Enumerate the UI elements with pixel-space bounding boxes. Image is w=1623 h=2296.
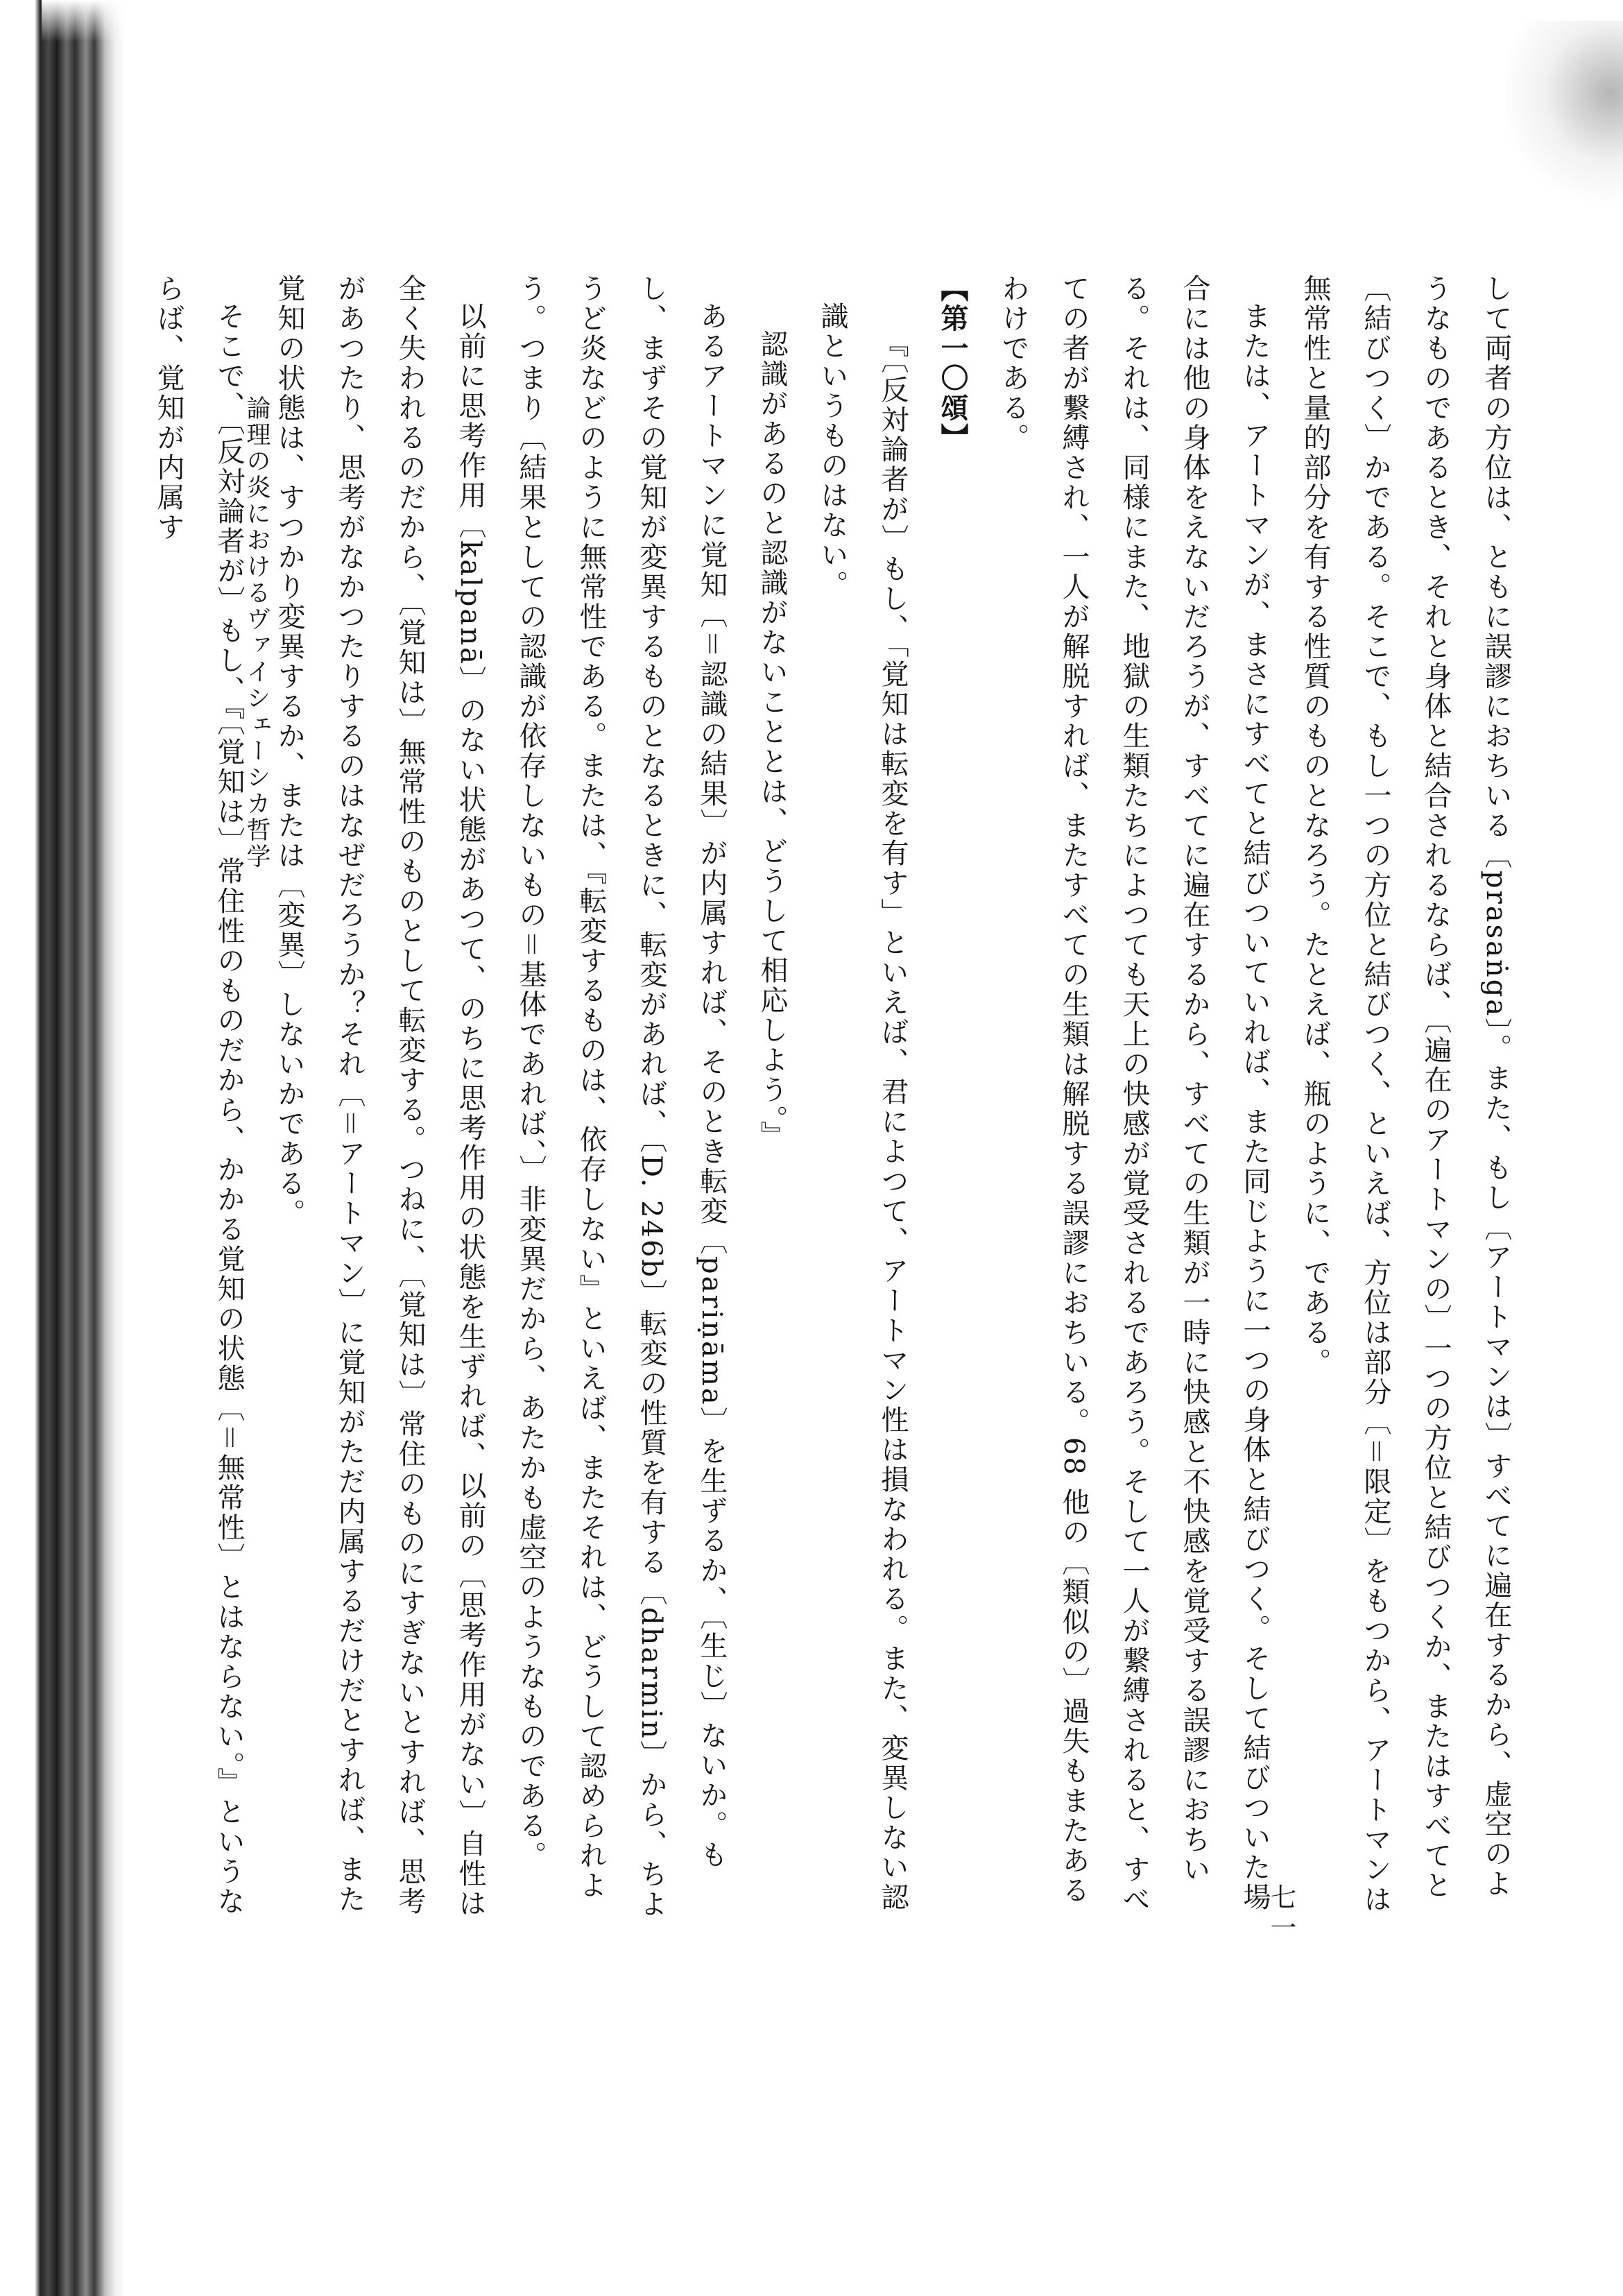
running-title: 論理の炎におけるヴァイシェーシカ哲学 — [243, 395, 270, 870]
binding-shadow — [0, 0, 125, 2296]
page-body — [153, 274, 1526, 1925]
paragraph-4: 以前に思考作用〔kalpanā〕のない状態があつて、のちに思考作用の状態を生ずれば、以前の〔思考作用がない〕自性は全く失われるのだから、〔覚知は〕無常性のものとして転変する。つねに、〔覚知は〕常住のものにすぎないとすれば、思考があつたり、思考がなかつたりするのはなぜだろうか？それ〔＝アートマン〕に覚知がただ内属するだけだとすれば、また覚知の状態は、すつかり変異するか、または〔変異〕しないかである。 — [273, 274, 486, 1919]
paragraph-1: して両者の方位は、ともに誤謬におちいる〔prasaṅga〕。また、もし〔アートマンは〕すべてに遍在するから、虚空のようなものであるとき、それと身体と結合されるならば、〔遍在のアートマンの〕一つの方位と結びつくか、またはすべてと〔結びつく〕かである。そこで、もし一つの方位と結びつく、といえば、方位は部分〔＝限定〕をもつから、アートマンは無常性と量的部分を有する性質のものとなろう。たとえば、瓶のように、である。 — [1299, 274, 1512, 1914]
scan-corner-shadow — [1505, 21, 1623, 201]
page-number: 七一 — [1266, 1883, 1296, 1944]
verse-heading: 【第一〇頌】 — [936, 274, 969, 453]
paragraph-2: または、アートマンが、まさにすべてと結びついていれば、また同じように一つの身体と結びつく。そして結びついた場合には他の身体をえないだろうが、すべてに遍在するから、すべての生類が一時に快感と不快感を覚受する誤謬におちいる。それは、同様にまた、地獄の生類たちによつても天上の快感が覚受されるであろう。そして一人が繋縛されると、すべての者が繋縛され、一人が解脱すれば、またすべての生類は解脱する誤謬におちいる。68 他の〔類似の〕過失もまたあるわけである。 — [997, 274, 1271, 1914]
binding-shadow-top — [42, 0, 125, 42]
paragraph-3: あるアートマンに覚知〔＝認識の結果〕が内属すれば、そのとき転変〔pariṇāma〕を生ずるか、〔生じ〕ないか。もし、まずその覚知が変異するものとなるときに、転変があれば、〔D. 246b〕転変の性質を有する〔dharmin〕から、ちようど炎などのように無常性である。または、『転変するものは、依存しない』といえば、またそれは、どうして認められよう。つまり〔結果としての認識が依存しないもの＝基体であれば、〕非変異だから、あたかも虚空のようなものである。 — [515, 274, 728, 1919]
paragraph-5: そこで、〔反対論者が〕もし、『〔覚知は〕常住性のものだから、かかる覚知の状態〔＝無常性〕とはならない。』というならば、覚知が内属す — [153, 274, 245, 1917]
verse-quote-continuation: 認識があるのと認識がないこととは、どうして相応しよう。』 — [756, 329, 788, 1151]
verse-quote: 『〔反対論者が〕もし、「覚知は転変を有す」といえば、君によつて、アートマン性は損なわれる。また、変異しない認識というものはない。 — [816, 302, 909, 1912]
